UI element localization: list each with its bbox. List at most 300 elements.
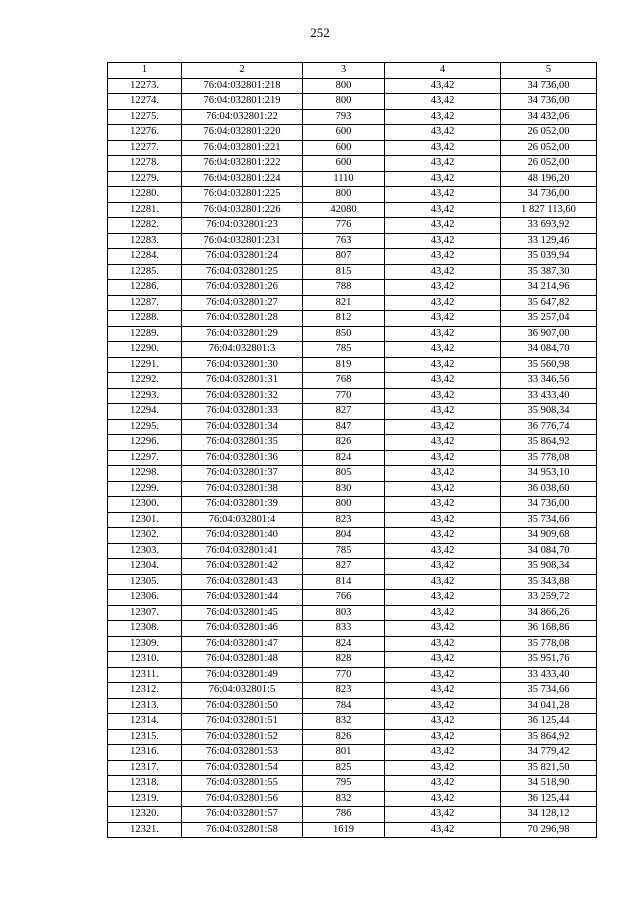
table-row (108, 652, 597, 668)
row-number-cell: 12274. (108, 94, 182, 110)
cadastral-number-cell: 76:04:032801:22 (182, 109, 303, 125)
rate-cell: 43,42 (385, 264, 501, 280)
rate-cell: 43,42 (385, 481, 501, 497)
area-cell: 785 (303, 543, 385, 559)
rate-cell: 43,42 (385, 280, 501, 296)
cadastral-number-cell: 76:04:032801:38 (182, 481, 303, 497)
row-number-cell: 12317. (108, 760, 182, 776)
rate-cell: 43,42 (385, 435, 501, 451)
amount-cell: 35 257,04 (501, 311, 597, 327)
rate-cell: 43,42 (385, 357, 501, 373)
amount-cell: 36 125,44 (501, 791, 597, 807)
header-row (108, 63, 597, 79)
row-number-cell: 12276. (108, 125, 182, 141)
row-number-cell: 12300. (108, 497, 182, 513)
rate-cell: 43,42 (385, 94, 501, 110)
row-number-cell: 12302. (108, 528, 182, 544)
amount-cell: 36 168,86 (501, 621, 597, 637)
amount-cell: 34 736,00 (501, 78, 597, 94)
cadastral-number-cell: 76:04:032801:42 (182, 559, 303, 575)
rate-cell: 43,42 (385, 466, 501, 482)
amount-cell: 35 039,94 (501, 249, 597, 265)
area-cell: 828 (303, 652, 385, 668)
table-row (108, 435, 597, 451)
table-row (108, 295, 597, 311)
row-number-cell: 12283. (108, 233, 182, 249)
rate-cell: 43,42 (385, 791, 501, 807)
area-cell: 821 (303, 295, 385, 311)
row-number-cell: 12321. (108, 822, 182, 838)
rate-cell: 43,42 (385, 543, 501, 559)
cadastral-number-cell: 76:04:032801:220 (182, 125, 303, 141)
row-number-cell: 12275. (108, 109, 182, 125)
amount-cell: 35 908,34 (501, 404, 597, 420)
cadastral-number-cell: 76:04:032801:33 (182, 404, 303, 420)
cadastral-number-cell: 76:04:032801:34 (182, 419, 303, 435)
row-number-cell: 12292. (108, 373, 182, 389)
rate-cell: 43,42 (385, 605, 501, 621)
cadastral-number-cell: 76:04:032801:54 (182, 760, 303, 776)
table-row (108, 729, 597, 745)
cadastral-number-cell: 76:04:032801:48 (182, 652, 303, 668)
amount-cell: 33 433,40 (501, 388, 597, 404)
table-row (108, 187, 597, 203)
rate-cell: 43,42 (385, 512, 501, 528)
rate-cell: 43,42 (385, 760, 501, 776)
rate-cell: 43,42 (385, 574, 501, 590)
rate-cell: 43,42 (385, 528, 501, 544)
rate-cell: 43,42 (385, 776, 501, 792)
table-row (108, 156, 597, 172)
table-row (108, 760, 597, 776)
row-number-cell: 12279. (108, 171, 182, 187)
cadastral-number-cell: 76:04:032801:50 (182, 698, 303, 714)
cadastral-number-cell: 76:04:032801:32 (182, 388, 303, 404)
table-row (108, 311, 597, 327)
rate-cell: 43,42 (385, 140, 501, 156)
amount-cell: 34 736,00 (501, 187, 597, 203)
row-number-cell: 12287. (108, 295, 182, 311)
cadastral-number-cell: 76:04:032801:44 (182, 590, 303, 606)
amount-cell: 33 433,40 (501, 667, 597, 683)
area-cell: 1110 (303, 171, 385, 187)
table-row (108, 574, 597, 590)
rate-cell: 43,42 (385, 125, 501, 141)
area-cell: 788 (303, 280, 385, 296)
cadastral-number-cell: 76:04:032801:39 (182, 497, 303, 513)
rate-cell: 43,42 (385, 636, 501, 652)
area-cell: 793 (303, 109, 385, 125)
area-cell: 812 (303, 311, 385, 327)
rate-cell: 43,42 (385, 109, 501, 125)
rate-cell: 43,42 (385, 652, 501, 668)
amount-cell: 35 647,82 (501, 295, 597, 311)
rate-cell: 43,42 (385, 326, 501, 342)
cadastral-number-cell: 76:04:032801:25 (182, 264, 303, 280)
row-number-cell: 12285. (108, 264, 182, 280)
amount-cell: 34 518,90 (501, 776, 597, 792)
amount-cell: 35 864,92 (501, 435, 597, 451)
column-header: 5 (501, 63, 597, 79)
amount-cell: 33 129,46 (501, 233, 597, 249)
cadastral-number-cell: 76:04:032801:45 (182, 605, 303, 621)
table-row (108, 807, 597, 823)
amount-cell: 26 052,00 (501, 125, 597, 141)
amount-cell: 34 909,68 (501, 528, 597, 544)
row-number-cell: 12291. (108, 357, 182, 373)
row-number-cell: 12281. (108, 202, 182, 218)
amount-cell: 35 778,08 (501, 636, 597, 652)
row-number-cell: 12314. (108, 714, 182, 730)
table-row (108, 559, 597, 575)
cadastral-number-cell: 76:04:032801:225 (182, 187, 303, 203)
area-cell: 800 (303, 497, 385, 513)
amount-cell: 34 041,28 (501, 698, 597, 714)
amount-cell: 35 821,50 (501, 760, 597, 776)
rate-cell: 43,42 (385, 667, 501, 683)
cadastral-number-cell: 76:04:032801:36 (182, 450, 303, 466)
rate-cell: 43,42 (385, 249, 501, 265)
cadastral-number-cell: 76:04:032801:56 (182, 791, 303, 807)
cadastral-number-cell: 76:04:032801:41 (182, 543, 303, 559)
amount-cell: 35 734,66 (501, 512, 597, 528)
cadastral-number-cell: 76:04:032801:58 (182, 822, 303, 838)
rate-cell: 43,42 (385, 559, 501, 575)
row-number-cell: 12280. (108, 187, 182, 203)
area-cell: 800 (303, 78, 385, 94)
row-number-cell: 12278. (108, 156, 182, 172)
cadastral-number-cell: 76:04:032801:26 (182, 280, 303, 296)
rate-cell: 43,42 (385, 78, 501, 94)
area-cell: 847 (303, 419, 385, 435)
row-number-cell: 12290. (108, 342, 182, 358)
table-row (108, 714, 597, 730)
cadastral-number-cell: 76:04:032801:219 (182, 94, 303, 110)
table-row (108, 357, 597, 373)
area-cell: 600 (303, 156, 385, 172)
table-row (108, 605, 597, 621)
area-cell: 770 (303, 388, 385, 404)
amount-cell: 34 779,42 (501, 745, 597, 761)
amount-cell: 26 052,00 (501, 140, 597, 156)
table-row (108, 404, 597, 420)
area-cell: 795 (303, 776, 385, 792)
table-row (108, 698, 597, 714)
area-cell: 824 (303, 450, 385, 466)
rate-cell: 43,42 (385, 388, 501, 404)
data-table (107, 62, 597, 838)
table-row (108, 94, 597, 110)
area-cell: 800 (303, 187, 385, 203)
table-row (108, 528, 597, 544)
cadastral-number-cell: 76:04:032801:226 (182, 202, 303, 218)
amount-cell: 36 907,00 (501, 326, 597, 342)
row-number-cell: 12298. (108, 466, 182, 482)
amount-cell: 35 908,34 (501, 559, 597, 575)
cadastral-number-cell: 76:04:032801:52 (182, 729, 303, 745)
row-number-cell: 12288. (108, 311, 182, 327)
table-row (108, 450, 597, 466)
area-cell: 804 (303, 528, 385, 544)
amount-cell: 33 259,72 (501, 590, 597, 606)
cadastral-number-cell: 76:04:032801:5 (182, 683, 303, 699)
cadastral-number-cell: 76:04:032801:47 (182, 636, 303, 652)
table-row (108, 683, 597, 699)
table-row (108, 342, 597, 358)
area-cell: 786 (303, 807, 385, 823)
amount-cell: 34 866,26 (501, 605, 597, 621)
row-number-cell: 12310. (108, 652, 182, 668)
table-row (108, 512, 597, 528)
cadastral-number-cell: 76:04:032801:53 (182, 745, 303, 761)
area-cell: 800 (303, 94, 385, 110)
rate-cell: 43,42 (385, 342, 501, 358)
row-number-cell: 12273. (108, 78, 182, 94)
cadastral-number-cell: 76:04:032801:221 (182, 140, 303, 156)
cadastral-number-cell: 76:04:032801:49 (182, 667, 303, 683)
amount-cell: 34 432,06 (501, 109, 597, 125)
row-number-cell: 12306. (108, 590, 182, 606)
row-number-cell: 12282. (108, 218, 182, 234)
area-cell: 766 (303, 590, 385, 606)
amount-cell: 34 953,10 (501, 466, 597, 482)
cadastral-number-cell: 76:04:032801:37 (182, 466, 303, 482)
amount-cell: 1 827 113,60 (501, 202, 597, 218)
table-row (108, 280, 597, 296)
area-cell: 819 (303, 357, 385, 373)
amount-cell: 35 560,98 (501, 357, 597, 373)
table-row (108, 140, 597, 156)
rate-cell: 43,42 (385, 404, 501, 420)
table-row (108, 636, 597, 652)
rate-cell: 43,42 (385, 450, 501, 466)
rate-cell: 43,42 (385, 233, 501, 249)
rate-cell: 43,42 (385, 497, 501, 513)
area-cell: 850 (303, 326, 385, 342)
table-row (108, 791, 597, 807)
amount-cell: 33 346,56 (501, 373, 597, 389)
cadastral-number-cell: 76:04:032801:222 (182, 156, 303, 172)
row-number-cell: 12315. (108, 729, 182, 745)
area-cell: 827 (303, 559, 385, 575)
table-row (108, 466, 597, 482)
amount-cell: 48 196,20 (501, 171, 597, 187)
row-number-cell: 12313. (108, 698, 182, 714)
row-number-cell: 12304. (108, 559, 182, 575)
rate-cell: 43,42 (385, 590, 501, 606)
amount-cell: 35 864,92 (501, 729, 597, 745)
area-cell: 814 (303, 574, 385, 590)
rate-cell: 43,42 (385, 218, 501, 234)
area-cell: 815 (303, 264, 385, 280)
rate-cell: 43,42 (385, 156, 501, 172)
area-cell: 830 (303, 481, 385, 497)
row-number-cell: 12301. (108, 512, 182, 528)
row-number-cell: 12284. (108, 249, 182, 265)
cadastral-number-cell: 76:04:032801:31 (182, 373, 303, 389)
amount-cell: 35 778,08 (501, 450, 597, 466)
cadastral-number-cell: 76:04:032801:3 (182, 342, 303, 358)
row-number-cell: 12289. (108, 326, 182, 342)
cadastral-number-cell: 76:04:032801:35 (182, 435, 303, 451)
rate-cell: 43,42 (385, 745, 501, 761)
area-cell: 770 (303, 667, 385, 683)
table-row (108, 481, 597, 497)
area-cell: 825 (303, 760, 385, 776)
area-cell: 805 (303, 466, 385, 482)
amount-cell: 34 084,70 (501, 342, 597, 358)
row-number-cell: 12308. (108, 621, 182, 637)
amount-cell: 35 951,76 (501, 652, 597, 668)
rate-cell: 43,42 (385, 295, 501, 311)
column-header: 2 (182, 63, 303, 79)
area-cell: 768 (303, 373, 385, 389)
amount-cell: 34 214,96 (501, 280, 597, 296)
amount-cell: 34 736,00 (501, 94, 597, 110)
row-number-cell: 12305. (108, 574, 182, 590)
table-row (108, 543, 597, 559)
cadastral-number-cell: 76:04:032801:4 (182, 512, 303, 528)
rate-cell: 43,42 (385, 171, 501, 187)
area-cell: 1619 (303, 822, 385, 838)
area-cell: 832 (303, 791, 385, 807)
cadastral-number-cell: 76:04:032801:30 (182, 357, 303, 373)
table-body (108, 78, 597, 838)
row-number-cell: 12299. (108, 481, 182, 497)
table-row (108, 621, 597, 637)
rate-cell: 43,42 (385, 621, 501, 637)
rate-cell: 43,42 (385, 311, 501, 327)
row-number-cell: 12316. (108, 745, 182, 761)
table-row (108, 218, 597, 234)
amount-cell: 35 343,88 (501, 574, 597, 590)
cadastral-number-cell: 76:04:032801:24 (182, 249, 303, 265)
amount-cell: 34 736,00 (501, 497, 597, 513)
table-row (108, 264, 597, 280)
area-cell: 807 (303, 249, 385, 265)
cadastral-number-cell: 76:04:032801:55 (182, 776, 303, 792)
area-cell: 826 (303, 729, 385, 745)
area-cell: 827 (303, 404, 385, 420)
cadastral-number-cell: 76:04:032801:231 (182, 233, 303, 249)
table-row (108, 233, 597, 249)
amount-cell: 33 693,92 (501, 218, 597, 234)
cadastral-number-cell: 76:04:032801:218 (182, 78, 303, 94)
area-cell: 803 (303, 605, 385, 621)
area-cell: 826 (303, 435, 385, 451)
rate-cell: 43,42 (385, 187, 501, 203)
cadastral-number-cell: 76:04:032801:29 (182, 326, 303, 342)
rate-cell: 43,42 (385, 822, 501, 838)
area-cell: 801 (303, 745, 385, 761)
row-number-cell: 12318. (108, 776, 182, 792)
row-number-cell: 12319. (108, 791, 182, 807)
rate-cell: 43,42 (385, 373, 501, 389)
column-header: 4 (385, 63, 501, 79)
rate-cell: 43,42 (385, 419, 501, 435)
amount-cell: 26 052,00 (501, 156, 597, 172)
amount-cell: 36 776,74 (501, 419, 597, 435)
amount-cell: 35 387,30 (501, 264, 597, 280)
table-row (108, 171, 597, 187)
column-header: 3 (303, 63, 385, 79)
row-number-cell: 12297. (108, 450, 182, 466)
area-cell: 600 (303, 140, 385, 156)
table-row (108, 109, 597, 125)
area-cell: 784 (303, 698, 385, 714)
row-number-cell: 12320. (108, 807, 182, 823)
cadastral-number-cell: 76:04:032801:23 (182, 218, 303, 234)
table-row (108, 78, 597, 94)
amount-cell: 36 038,60 (501, 481, 597, 497)
table-row (108, 667, 597, 683)
row-number-cell: 12296. (108, 435, 182, 451)
column-header: 1 (108, 63, 182, 79)
area-cell: 833 (303, 621, 385, 637)
amount-cell: 70 296,98 (501, 822, 597, 838)
table-row (108, 202, 597, 218)
amount-cell: 34 084,70 (501, 543, 597, 559)
row-number-cell: 12286. (108, 280, 182, 296)
row-number-cell: 12293. (108, 388, 182, 404)
row-number-cell: 12309. (108, 636, 182, 652)
table-row (108, 745, 597, 761)
cadastral-number-cell: 76:04:032801:224 (182, 171, 303, 187)
table-row (108, 776, 597, 792)
table-row (108, 388, 597, 404)
area-cell: 785 (303, 342, 385, 358)
row-number-cell: 12295. (108, 419, 182, 435)
rate-cell: 43,42 (385, 729, 501, 745)
row-number-cell: 12303. (108, 543, 182, 559)
row-number-cell: 12311. (108, 667, 182, 683)
row-number-cell: 12294. (108, 404, 182, 420)
table-row (108, 822, 597, 838)
cadastral-number-cell: 76:04:032801:40 (182, 528, 303, 544)
cadastral-number-cell: 76:04:032801:51 (182, 714, 303, 730)
area-cell: 823 (303, 683, 385, 699)
rate-cell: 43,42 (385, 807, 501, 823)
row-number-cell: 12312. (108, 683, 182, 699)
table-row (108, 497, 597, 513)
cadastral-number-cell: 76:04:032801:46 (182, 621, 303, 637)
cadastral-number-cell: 76:04:032801:28 (182, 311, 303, 327)
table-row (108, 373, 597, 389)
area-cell: 600 (303, 125, 385, 141)
page-number: 252 (310, 25, 330, 40)
row-number-cell: 12277. (108, 140, 182, 156)
cadastral-number-cell: 76:04:032801:43 (182, 574, 303, 590)
rate-cell: 43,42 (385, 202, 501, 218)
amount-cell: 34 128,12 (501, 807, 597, 823)
table-row (108, 326, 597, 342)
table-row (108, 125, 597, 141)
area-cell: 42080 (303, 202, 385, 218)
area-cell: 763 (303, 233, 385, 249)
area-cell: 824 (303, 636, 385, 652)
amount-cell: 35 734,66 (501, 683, 597, 699)
rate-cell: 43,42 (385, 698, 501, 714)
row-number-cell: 12307. (108, 605, 182, 621)
cadastral-number-cell: 76:04:032801:57 (182, 807, 303, 823)
table-row (108, 249, 597, 265)
amount-cell: 36 125,44 (501, 714, 597, 730)
rate-cell: 43,42 (385, 683, 501, 699)
area-cell: 823 (303, 512, 385, 528)
rate-cell: 43,42 (385, 714, 501, 730)
table-row (108, 419, 597, 435)
table-row (108, 590, 597, 606)
